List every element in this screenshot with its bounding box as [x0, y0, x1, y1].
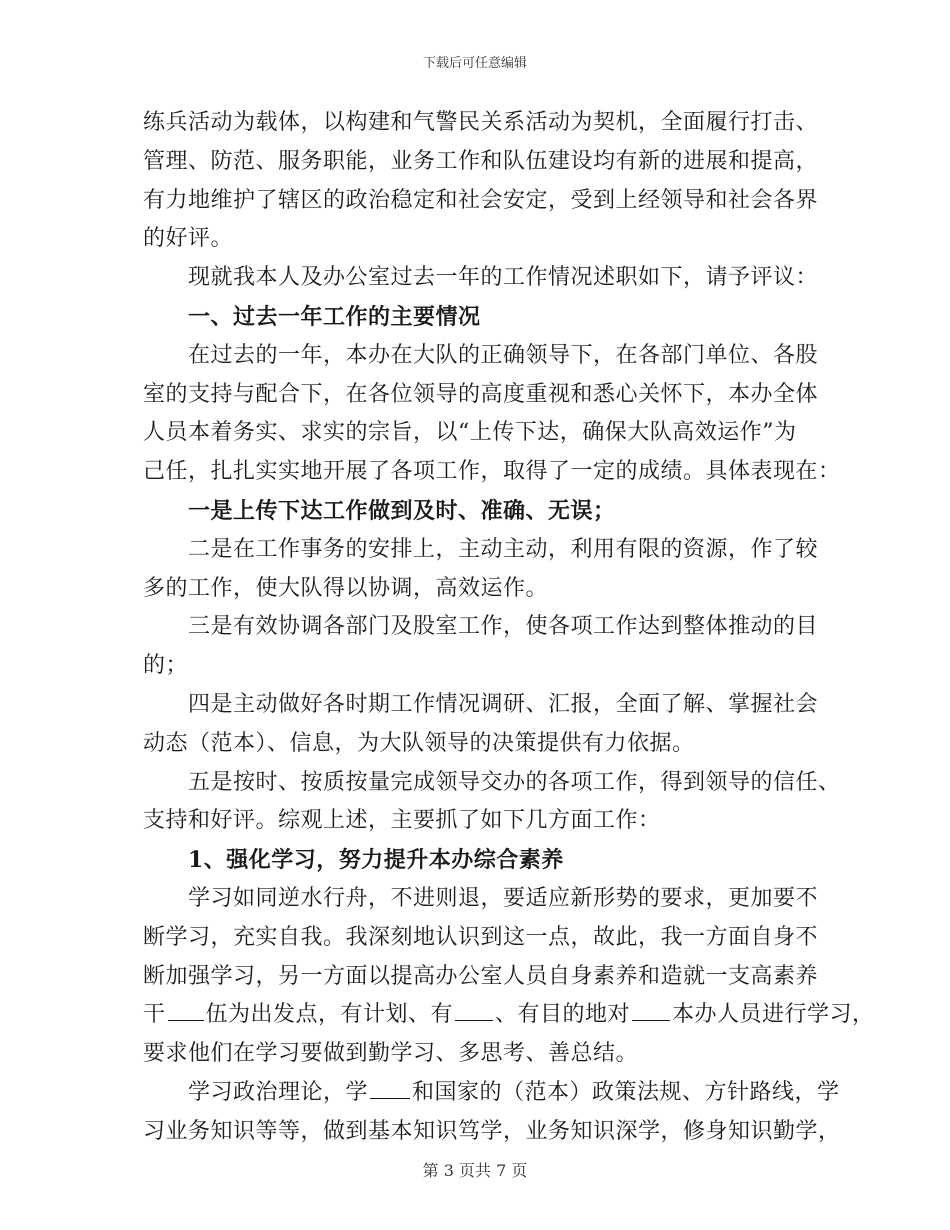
text-segment: 学习政治理论，学 — [188, 1079, 369, 1105]
text-segment: 本办人员进行学习， — [672, 1002, 875, 1028]
bold-item: 一是上传下达工作做到及时、准确、无误； — [188, 497, 616, 524]
text-segment: 伍为出发点，有计划、有 — [205, 1002, 454, 1028]
paragraph-line-with-blanks — [143, 996, 875, 1035]
paragraph-line: 室的支持与配合下，在各位领导的高度重视和悉心关怀下，本办全体 — [143, 381, 819, 407]
paragraph-line: 多的工作，使大队得以协调，高效运作。 — [143, 575, 549, 601]
text-segment: 和国家的（范本）政策法规、方针路线，学 — [412, 1079, 840, 1105]
paragraph-line: 现就我本人及办公室过去一年的工作情况述职如下，请予评议： — [188, 265, 819, 291]
text-segment: 、有目的地对 — [495, 1002, 631, 1028]
fill-blank — [455, 996, 493, 1021]
paragraph-line: 的好评。 — [143, 226, 234, 252]
paragraph-line: 管理、防范、服务职能，业务工作和队伍建设均有新的进展和提高， — [143, 148, 819, 174]
paragraph-line: 二是在工作事务的安排上，主动主动，利用有限的资源，作了较 — [188, 536, 819, 562]
paragraph-line: 有力地维护了辖区的政治稳定和社会安定，受到上经领导和社会各界 — [143, 187, 819, 213]
paragraph-line: 要求他们在学习要做到勤学习、多思考、善总结。 — [143, 1041, 639, 1067]
section-heading: 一、过去一年工作的主要情况 — [188, 303, 481, 330]
paragraph-line: 断学习，充实自我。我深刻地认识到这一点，故此，我一方面自身不 — [143, 924, 819, 950]
paragraph-line: 支持和好评。综观上述，主要抓了如下几方面工作： — [143, 808, 661, 834]
page-header: 下载后可任意编辑 — [422, 56, 527, 71]
fill-blank — [632, 996, 670, 1021]
paragraph-line: 学习如同逆水行舟，不进则退，要适应新形势的要求，更加要不 — [188, 885, 819, 911]
paragraph-line: 断加强学习，另一方面以提高办公室人员自身素养和造就一支高素养 — [143, 963, 819, 989]
paragraph-line: 在过去的一年，本办在大队的正确领导下，在各部门单位、各股 — [188, 342, 819, 368]
document-body — [143, 104, 875, 1152]
paragraph-line: 三是有效协调各部门及股室工作，使各项工作达到整体推动的目 — [188, 614, 819, 640]
fill-blank — [168, 996, 204, 1021]
paragraph-line: 习业务知识等等，做到基本知识笃学，业务知识深学，修身知识勤学， — [143, 1118, 841, 1144]
paragraph-line: 己任，扎扎实实地开展了各项工作，取得了一定的成绩。具体表现在： — [143, 459, 841, 485]
paragraph-line: 的； — [143, 653, 189, 679]
fill-blank — [370, 1074, 410, 1099]
paragraph-line-with-blanks — [143, 1074, 840, 1113]
page-footer: 第 3 页共 7 页 — [422, 1161, 528, 1180]
paragraph-line: 人员本着务实、求实的宗旨，以“上传下达，确保大队高效运作”为 — [143, 420, 797, 446]
subsection-heading: 1、强化学习，努力提升本办综合素养 — [188, 847, 564, 874]
paragraph-line: 动态（范本）、信息，为大队领导的决策提供有力依据。 — [143, 730, 695, 756]
text-segment: 干 — [143, 1002, 166, 1028]
paragraph-line: 练兵活动为载体，以构建和气警民关系活动为契机，全面履行打击、 — [143, 110, 819, 135]
paragraph-line: 五是按时、按质按量完成领导交办的各项工作，得到领导的信任、 — [188, 769, 841, 795]
paragraph-line: 四是主动做好各时期工作情况调研、汇报，全面了解、掌握社会 — [188, 691, 819, 717]
